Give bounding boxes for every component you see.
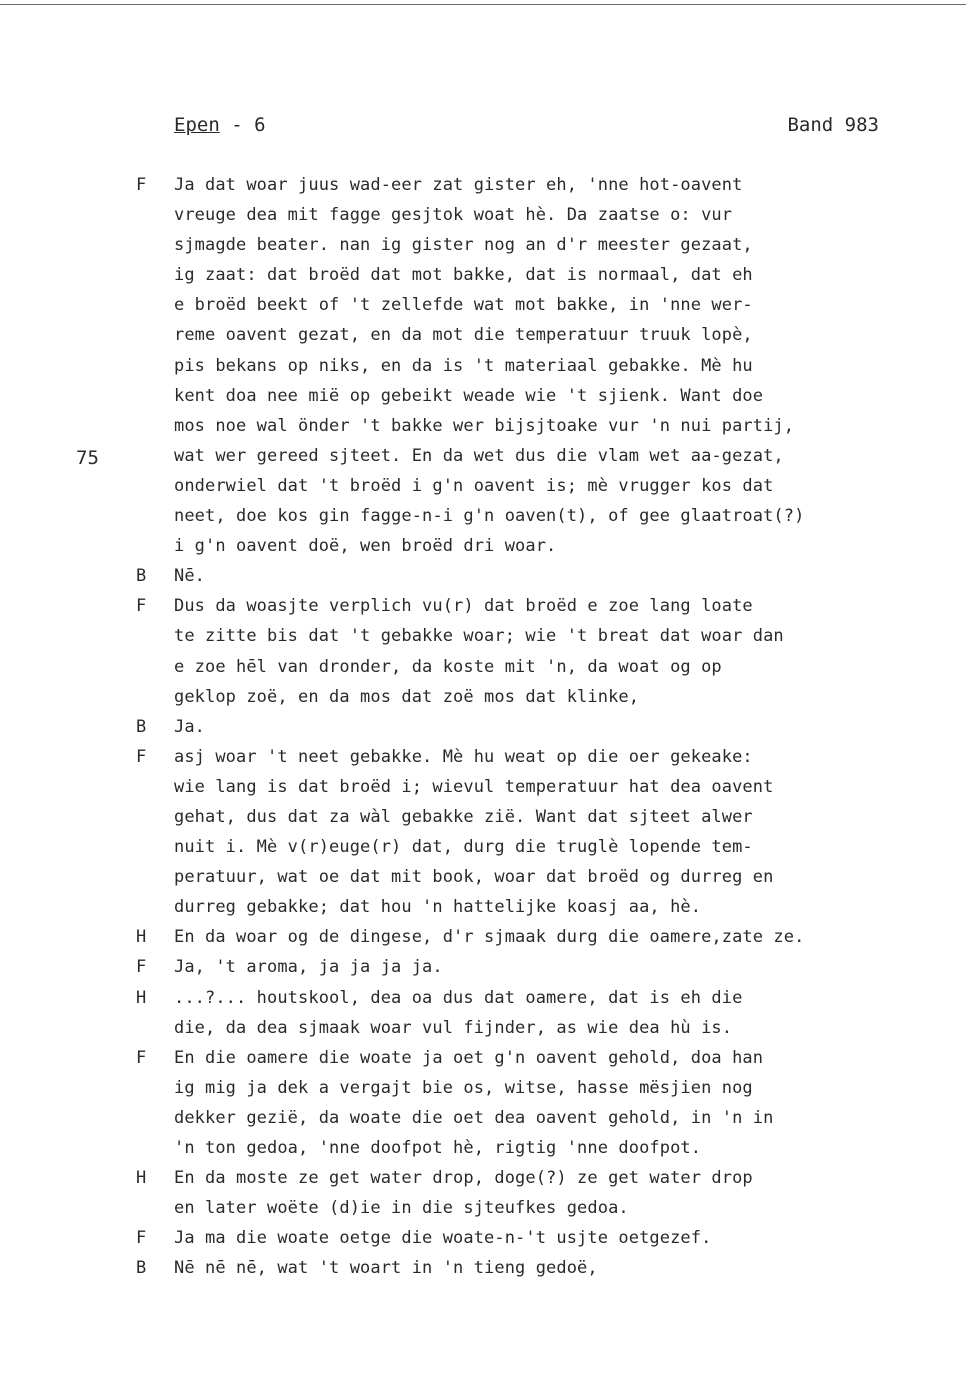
transcript-line: 'n ton gedoa, 'nne doofpot hè, rigtig 'nne doofpot.: [174, 1138, 702, 1158]
transcript-line: Dus da woasjte verplich vu(r) dat broëd e zoe lang loate: [174, 596, 753, 617]
transcript-turn: [136, 591, 946, 711]
transcript-line: wat wer gereed sjteet. En da wet dus die vlam wet aa-gezat,: [174, 445, 784, 466]
transcript-line: nuit i. Mè v(r)euge(r) dat, durg die truglè lopende tem-: [174, 837, 753, 858]
transcript-line: die, da dea sjmaak woar vul fijnder, as wie dea hù is.: [174, 1017, 733, 1038]
transcript-turn: [136, 983, 946, 1043]
transcript-line: neet, doe kos gin fagge-n-i g'n oaven(t), of gee glaatroat(?): [174, 506, 805, 527]
transcript-line: sjmagde beater. nan ig gister nog an d'r meester gezaat,: [174, 235, 753, 256]
transcript-line: Ja, 't aroma, ja ja ja ja.: [174, 957, 443, 978]
transcript-line: gehat, dus dat za wàl gebakke zië. Want dat sjteet alwer: [174, 806, 753, 827]
transcript-line: ...?... houtskool, dea oa dus dat oamere, dat is eh die: [174, 987, 743, 1008]
speaker-label: F: [136, 957, 147, 978]
transcript-turn: [136, 922, 946, 952]
transcript-line: Nē.: [174, 566, 206, 587]
location-underlined: Epen: [174, 114, 220, 136]
speaker-label: F: [136, 175, 147, 195]
transcript-line: mos noe wal önder 't bakke wer bijsjtoake vur 'n nui partij,: [174, 415, 795, 436]
transcript-line: pis bekans op niks, en da is 't materiaal gebakke. Mè hu: [174, 355, 753, 376]
transcript-line: e broëd beekt of 't zellefde wat mot bakke, in 'nne wer-: [174, 295, 753, 316]
transcript-body: [136, 170, 946, 1283]
transcript-line: Nē nē nē, wat 't woart in 'n tieng gedoë,: [174, 1258, 598, 1279]
speaker-label: F: [136, 1047, 147, 1068]
transcript-turn: [136, 1223, 946, 1253]
transcript-turn: [136, 1253, 946, 1283]
speaker-label: F: [136, 1228, 147, 1249]
transcript-line: durreg gebakke; dat hou 'n hattelijke koasj aa, hè.: [174, 897, 702, 918]
transcript-line: Ja.: [174, 716, 206, 737]
transcript-line: vreuge dea mit fagge gesjtok woat hè. Da zaatse o: vur: [174, 205, 733, 226]
speaker-label: H: [136, 1168, 147, 1189]
transcript-turn: [136, 1043, 946, 1163]
transcript-line: dekker gezië, da woate die oet dea oavent gehold, in 'n in: [174, 1107, 774, 1128]
transcript-turn: [136, 742, 946, 923]
transcript-line: kent doa nee mië op gebeikt weade wie 't sjienk. Want doe: [174, 385, 764, 406]
transcript-line: ig mig ja dek a vergajt bie os, witse, hasse mësjien nog: [174, 1077, 753, 1098]
transcript-line: ig zaat: dat broëd dat mot bakke, dat is normaal, dat eh: [174, 265, 753, 286]
transcript-turn: [136, 561, 946, 591]
transcript-line: reme oavent gezat, en da mot die temperatuur truuk lopè,: [174, 325, 753, 346]
transcript-line: En da moste ze get water drop, doge(?) ze get water drop: [174, 1168, 753, 1189]
transcript-line: i g'n oavent doë, wen broëd dri woar.: [174, 536, 557, 557]
transcript-turn: [136, 952, 946, 982]
transcript-line: en later woëte (d)ie in die sjteufkes gedoa.: [174, 1198, 629, 1219]
tape-number: Band 983: [787, 114, 879, 136]
speaker-label: H: [136, 927, 147, 948]
transcript-turn: [136, 1163, 946, 1223]
location-suffix: - 6: [219, 114, 266, 136]
transcript-line: onderwiel dat 't broëd i g'n oavent is; mè vrugger kos dat: [174, 475, 774, 496]
transcript-line: peratuur, wat oe dat mit book, woar dat broëd og durreg en: [174, 867, 774, 888]
transcript-line: te zitte bis dat 't gebakke woar; wie 't breat dat woar dan: [174, 626, 784, 647]
transcript-line: En die oamere die woate ja oet g'n oavent gehold, doa han: [174, 1047, 764, 1068]
transcript-line: asj woar 't neet gebakke. Mè hu weat op die oer gekeake:: [174, 746, 753, 767]
transcript-turn: [136, 712, 946, 742]
transcript-line: wie lang is dat broëd i; wievul temperatuur hat dea oavent: [174, 776, 774, 797]
speaker-label: H: [136, 987, 147, 1008]
speaker-label: F: [136, 746, 147, 767]
transcript-turn: [136, 170, 946, 561]
transcript-line: geklop zoë, en da mos dat zoë mos dat klinke,: [174, 686, 640, 707]
transcript-line: Ja ma die woate oetge die woate-n-'t usjte oetgezef.: [174, 1228, 712, 1249]
top-rule: [0, 4, 966, 5]
speaker-label: B: [136, 566, 147, 587]
speaker-label: B: [136, 1258, 147, 1279]
margin-line-number: 75: [76, 447, 99, 469]
transcript-line: e zoe hēl van dronder, da koste mit 'n, da woat og op: [174, 656, 722, 677]
speaker-label: B: [136, 716, 147, 737]
speaker-label: F: [136, 596, 147, 617]
transcript-line: Ja dat woar juus wad-eer zat gister eh, 'nne hot-oavent: [174, 175, 743, 195]
location-label: [174, 110, 266, 140]
transcript-line: En da woar og de dingese, d'r sjmaak durg die oamere,zate ze.: [174, 927, 805, 948]
